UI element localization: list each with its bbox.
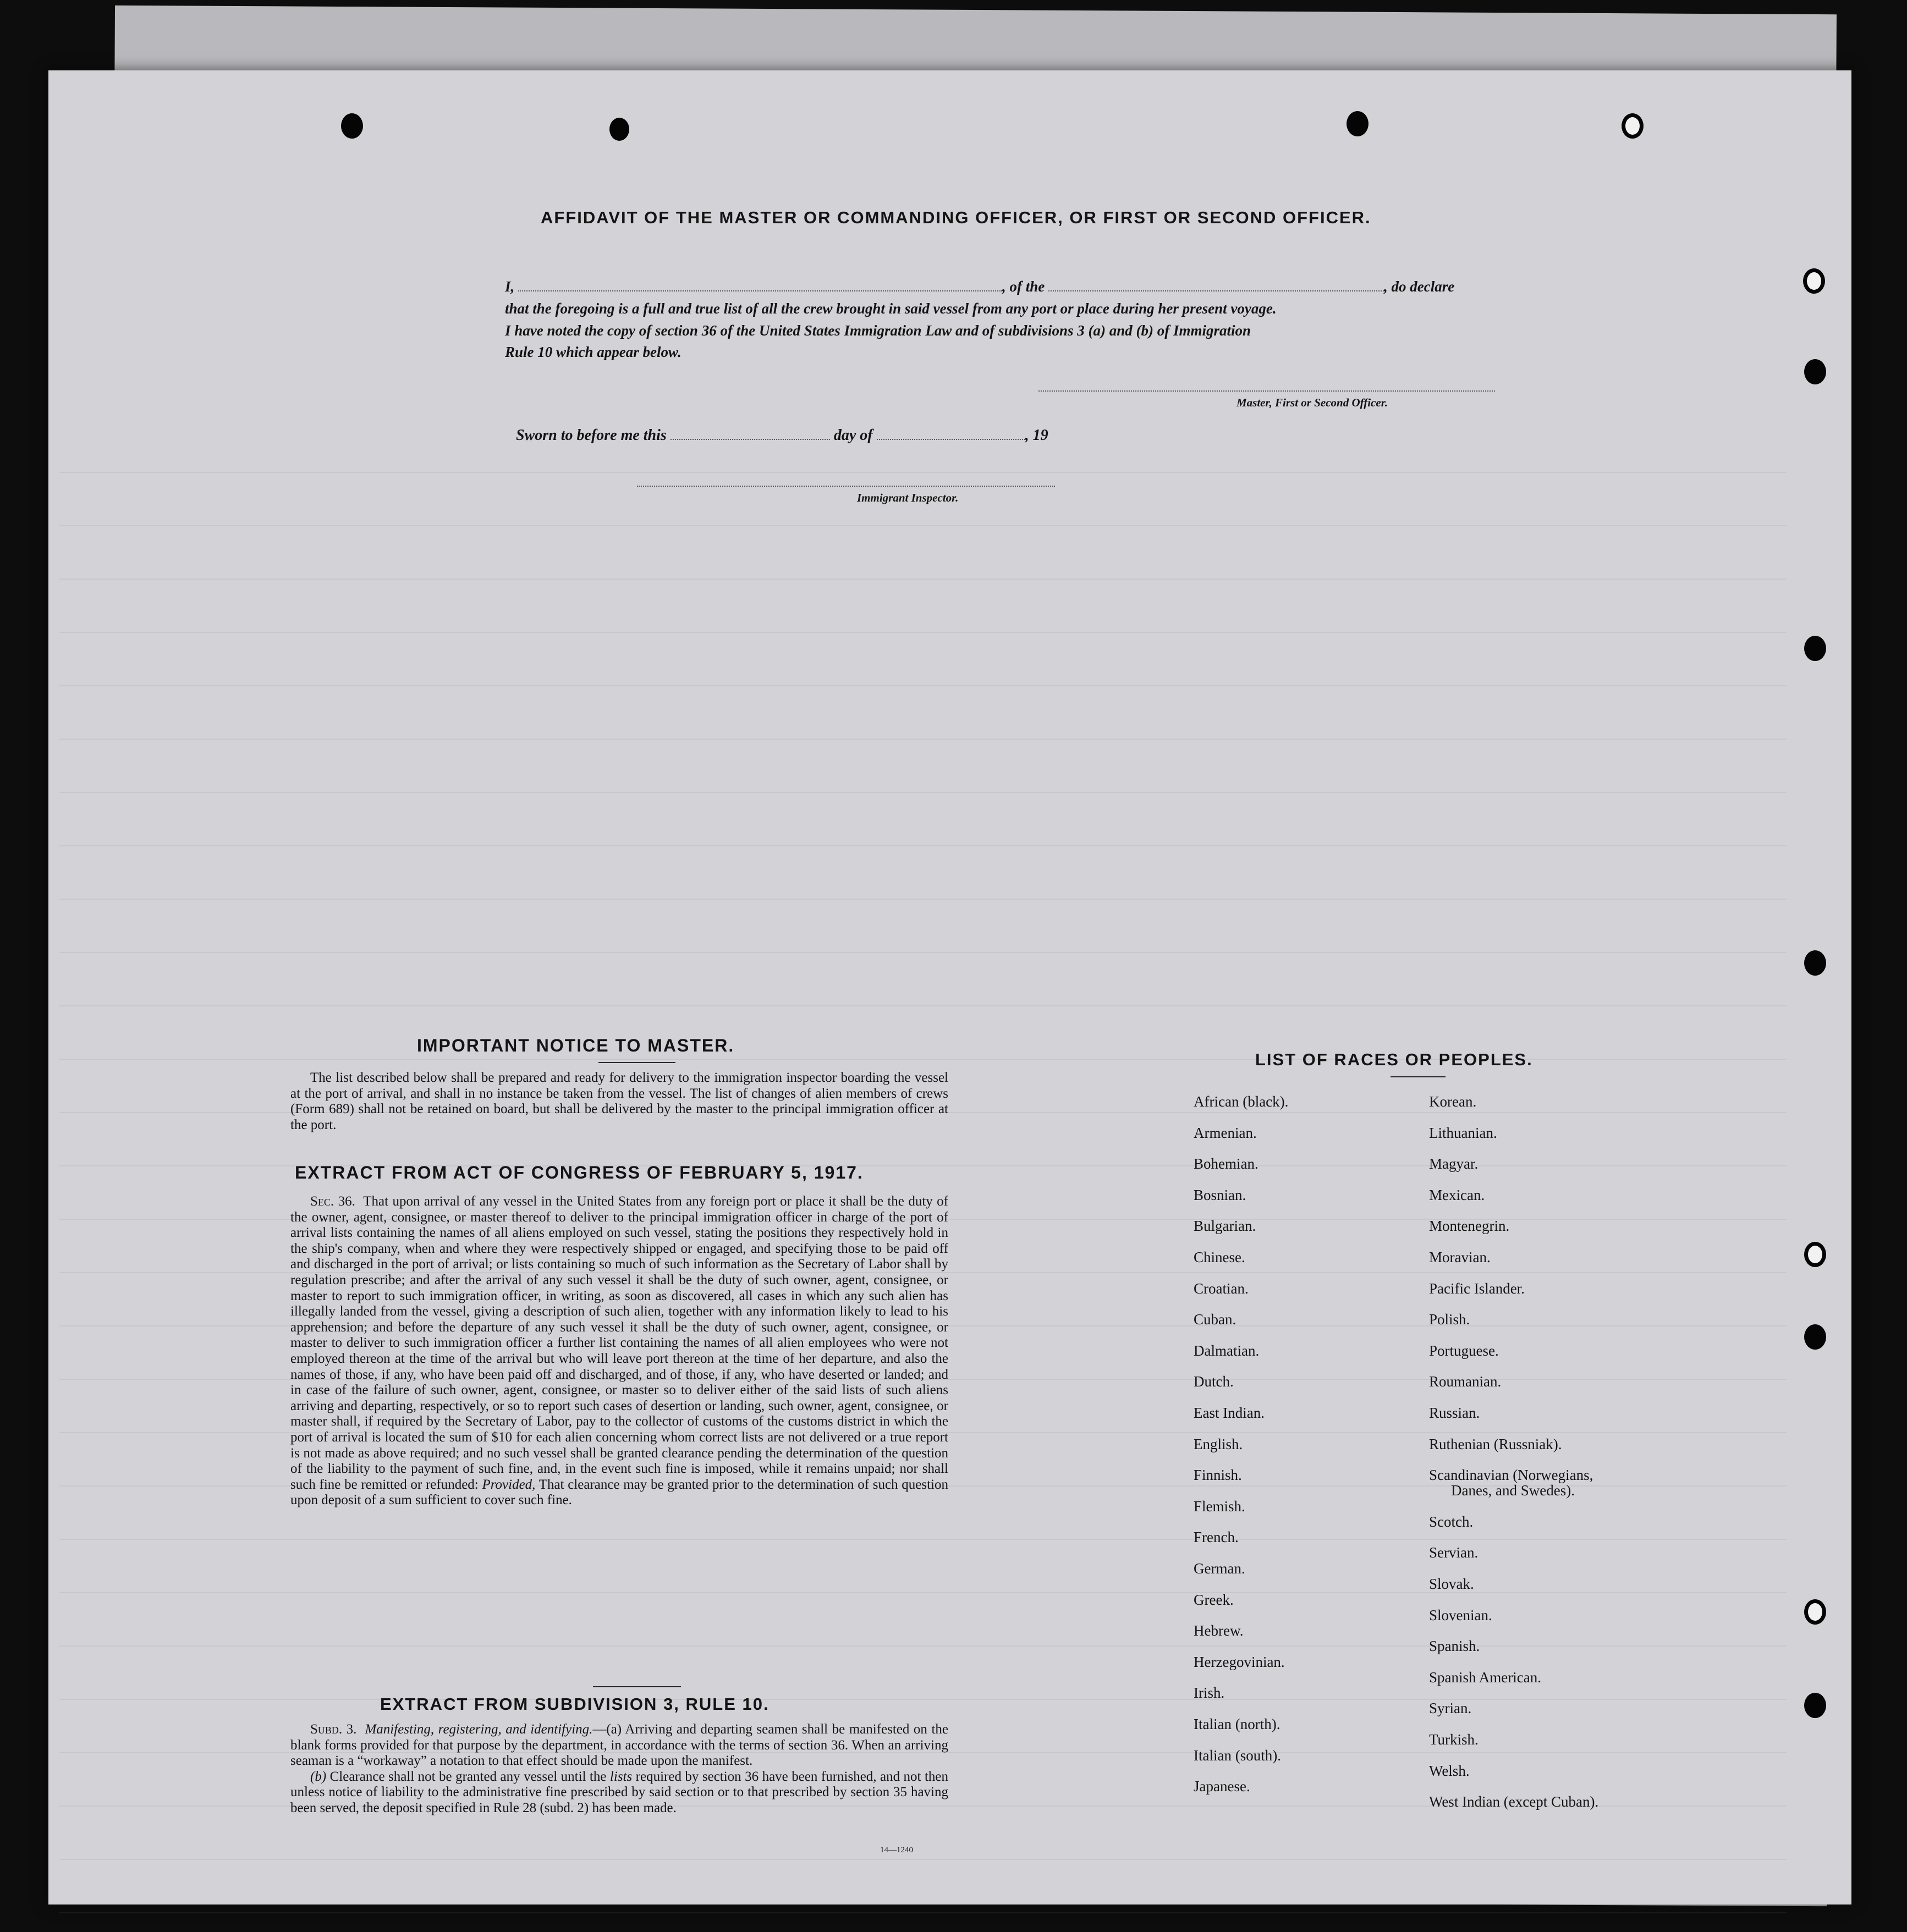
punch-hole: [1622, 113, 1644, 139]
punch-hole: [1347, 111, 1369, 136]
race-item: German.: [1194, 1560, 1245, 1577]
race-item: Servian.: [1429, 1544, 1479, 1561]
punch-hole: [609, 118, 629, 141]
bleed-through-rule: [59, 845, 1787, 846]
race-item: Turkish.: [1429, 1731, 1479, 1748]
race-item: Montenegrin.: [1429, 1218, 1510, 1235]
subd-title: Manifesting, registering, and identifying.: [365, 1722, 593, 1737]
race-item: Spanish.: [1429, 1638, 1480, 1655]
sworn-day-label: day of: [833, 427, 873, 444]
race-item: Irish.: [1194, 1685, 1225, 1702]
punch-hole: [1804, 950, 1826, 976]
notice-text: The list described below shall be prepared and ready for delivery to the immigration inspector boarding the vessel at the port of arrival, and shall in no instance be taken from the vessel. The list of changes of alien members of crews (Form 689) shall not be retained on board, but shall be delivered by the master to the principal immigration officer at the port.: [290, 1070, 948, 1132]
race-item: Russian.: [1429, 1405, 1480, 1421]
master-signature-label: Master, First or Second Officer.: [1236, 396, 1388, 409]
bleed-through-rule: [59, 525, 1787, 526]
bleed-through-rule: [59, 1859, 1787, 1860]
race-item: Magyar.: [1429, 1155, 1479, 1173]
sworn-date-blank[interactable]: [671, 439, 830, 440]
affidavit-line-3: I have noted the copy of section 36 of the United States Immigration Law and of subdivisions 3 (a) and (b) of Immigration: [505, 322, 1251, 339]
race-item: Chinese.: [1194, 1249, 1245, 1265]
rule-heading: EXTRACT FROM SUBDIVISION 3, RULE 10.: [380, 1694, 770, 1714]
affidavit-line-4: Rule 10 which appear below.: [505, 344, 682, 360]
bleed-through-rule: [59, 685, 1787, 686]
notice-body: [290, 1070, 948, 1133]
race-item: Ruthenian (Russniak).: [1429, 1435, 1562, 1452]
para-a-text: Arriving and departing seamen shall be manifested on the blank forms provided for that purpose by the department, in accordance with the terms of section 36. When an arriving seaman is a “workaway” a notation to that effect should be made upon the manifest.: [290, 1722, 948, 1769]
section-36-text: That upon arrival of any vessel in the United States from any foreign port or place it shall be the duty of the owner, agent, consignee, or master thereof to deliver to the principal immigration officer in charge of the port of arrival lists containing the names of all aliens employed on such vessel, stating the positions they respectively hold in the ship's company, when and where they were respectively shipped or engaged, and specifying those to be paid off and discharged in the port of arrival; or lists containing so much of such information as the Secretary of Labor shall by regulation prescribe; and after the arrival of any such vessel it shall be the duty of such owner, agent, consignee, or master to report to such immigration officer, in writing, as soon as discovered, all cases in which any such alien has illegally landed from the vessel, giving a description of such alien, together with any information likely to lead to his apprehension; and before the departure of any such vessel it shall be the duty of such owner, agent, consignee, or master to deliver to such immigration officer a further list containing the names of all alien employees who were not employed thereon at the time of the arrival but who will leave port thereon at the time of her departure, and also the names of those, if any, who have been paid off and discharged, and of those, if any, who have deserted or landed; and in case of the failure of such owner, agent, consignee, or master so to deliver either of the said lists of such aliens arriving and departing, respectively, or so to report such cases of desertion or landing, such owner, agent, consignee, or master shall, if required by the Secretary of Labor, pay to the collector of customs of the customs district in which the port of arrival is located the sum of $10 for each alien concerning whom correct lists are not delivered or a true report is not made as above required; and no such vessel shall be granted clearance pending the determination of the question of the liability to the payment of such fine, and, in the event such fine is imposed, while it remains unpaid; nor shall such fine be remitted or refunded:: [290, 1194, 948, 1492]
race-item: Italian (south).: [1194, 1747, 1281, 1764]
notice-heading-rule: [598, 1062, 675, 1063]
punch-hole: [1804, 1693, 1826, 1718]
punch-hole: [1803, 268, 1825, 294]
race-item: Herzegovinian.: [1194, 1653, 1285, 1670]
punch-hole: [1804, 636, 1826, 661]
act-body: [290, 1194, 948, 1509]
race-item: Greek.: [1194, 1591, 1234, 1608]
bleed-through-rule: [59, 472, 1787, 473]
race-item: Mexican.: [1429, 1186, 1485, 1203]
race-item: Moravian.: [1429, 1249, 1491, 1265]
bleed-through-rule: [59, 1592, 1787, 1593]
vessel-name-blank[interactable]: [1048, 290, 1384, 291]
race-item: Bohemian.: [1194, 1155, 1258, 1173]
race-item: Scotch.: [1429, 1513, 1474, 1530]
race-item: Croatian.: [1194, 1280, 1249, 1297]
of-the-label: , of the: [1002, 278, 1045, 295]
para-b-label: (b): [310, 1769, 327, 1784]
para-b-lists: lists: [609, 1769, 633, 1784]
bleed-through-rule: [59, 1005, 1787, 1006]
affidavit-line-2: that the foregoing is a full and true list of all the crew brought in said vessel from any port or place during her present voyage.: [505, 300, 1277, 317]
bleed-through-rule: [59, 1699, 1787, 1700]
subd-label: Subd. 3.: [310, 1722, 357, 1737]
sworn-year-label: , 19: [1025, 427, 1048, 444]
section-label: Sec. 36.: [310, 1194, 355, 1209]
sworn-line: [516, 427, 1048, 444]
race-item: Dalmatian.: [1194, 1342, 1260, 1359]
declarant-name-blank[interactable]: [518, 290, 1002, 291]
notice-heading: IMPORTANT NOTICE TO MASTER.: [417, 1036, 735, 1055]
races-heading-rule: [1391, 1076, 1446, 1077]
race-item: Dutch.: [1194, 1373, 1234, 1390]
race-item: Danes, and Swedes).: [1451, 1482, 1575, 1499]
affidavit-title: AFFIDAVIT OF THE MASTER OR COMMANDING OFFICER, OR FIRST OR SECOND OFFICER.: [541, 208, 1371, 227]
race-item: Portuguese.: [1429, 1342, 1499, 1359]
race-item: Korean.: [1429, 1093, 1477, 1110]
manifest-sheet-reverse: [48, 70, 1851, 1905]
race-item: Polish.: [1429, 1311, 1470, 1328]
punch-hole: [1804, 359, 1826, 384]
punch-hole: [1804, 1242, 1826, 1267]
bleed-through-rule: [59, 1645, 1787, 1647]
bleed-through-rule: [59, 739, 1787, 740]
race-item: Armenian.: [1194, 1124, 1257, 1141]
para-b-text-2: required by section 36 have been furnished, and not then unless notice of liability to the administrative fine prescribed by said section or to that prescribed by section 35 having been served, the deposit specified in Rule 28 (subd. 2) has been made.: [290, 1769, 948, 1815]
race-item: East Indian.: [1194, 1405, 1265, 1421]
form-number: 14—1240: [880, 1846, 913, 1854]
bleed-through-rule: [59, 1539, 1787, 1540]
punch-hole: [1804, 1599, 1826, 1625]
race-item: Cuban.: [1194, 1311, 1236, 1328]
master-signature-blank[interactable]: [1038, 390, 1495, 392]
race-item: Bosnian.: [1194, 1186, 1246, 1203]
race-item: Lithuanian.: [1429, 1124, 1497, 1141]
affidavit-declaration-line: [505, 278, 1454, 295]
race-item: Bulgarian.: [1194, 1218, 1256, 1235]
race-item: Italian (north).: [1194, 1716, 1281, 1732]
bleed-through-rule: [59, 632, 1787, 633]
race-item: Flemish.: [1194, 1498, 1245, 1515]
bleed-through-rule: [59, 899, 1787, 900]
act-heading: EXTRACT FROM ACT OF CONGRESS OF FEBRUARY 5, 1917.: [295, 1163, 864, 1182]
race-item: Welsh.: [1429, 1762, 1470, 1779]
bleed-through-rule: [59, 952, 1787, 953]
race-item: West Indian (except Cuban).: [1429, 1793, 1599, 1810]
sworn-month-blank[interactable]: [877, 439, 1025, 440]
para-b-text-1: Clearance shall not be granted any vessel until the: [329, 1769, 607, 1784]
bleed-through-rule: [59, 792, 1787, 793]
race-item: English.: [1194, 1435, 1243, 1452]
race-item: Hebrew.: [1194, 1622, 1244, 1639]
race-item: Finnish.: [1194, 1467, 1242, 1484]
race-item: Roumanian.: [1429, 1373, 1502, 1390]
bleed-through-rule: [59, 579, 1787, 580]
para-a-label: —(a): [592, 1722, 622, 1737]
race-item: Slovak.: [1429, 1576, 1474, 1592]
race-item: Syrian.: [1429, 1700, 1472, 1717]
race-item: African (black).: [1194, 1093, 1289, 1110]
sworn-prefix: Sworn to before me this: [516, 427, 667, 444]
race-item: French.: [1194, 1529, 1239, 1546]
rule-body: [290, 1722, 948, 1817]
races-heading: LIST OF RACES OR PEOPLES.: [1255, 1050, 1533, 1069]
inspector-label: Immigrant Inspector.: [857, 491, 959, 504]
declarant-prefix: I,: [505, 278, 515, 295]
act-end-rule: [593, 1686, 681, 1687]
provided-word: Provided,: [482, 1477, 536, 1492]
race-item: Slovenian.: [1429, 1606, 1492, 1623]
punch-hole: [1804, 1324, 1826, 1350]
punch-hole: [341, 113, 363, 139]
race-item: Spanish American.: [1429, 1669, 1541, 1686]
race-item: Scandinavian (Norwegians,: [1429, 1467, 1593, 1484]
section-36-end: That clearance may be granted prior to the determination of such question upon deposit of a sum sufficient to cover such fine.: [290, 1477, 949, 1508]
race-item: Pacific Islander.: [1429, 1280, 1525, 1297]
inspector-signature-blank[interactable]: [637, 486, 1055, 487]
race-item: Japanese.: [1194, 1778, 1250, 1795]
bleed-through-rule: [59, 1912, 1787, 1913]
do-declare-label: , do declare: [1384, 278, 1455, 295]
